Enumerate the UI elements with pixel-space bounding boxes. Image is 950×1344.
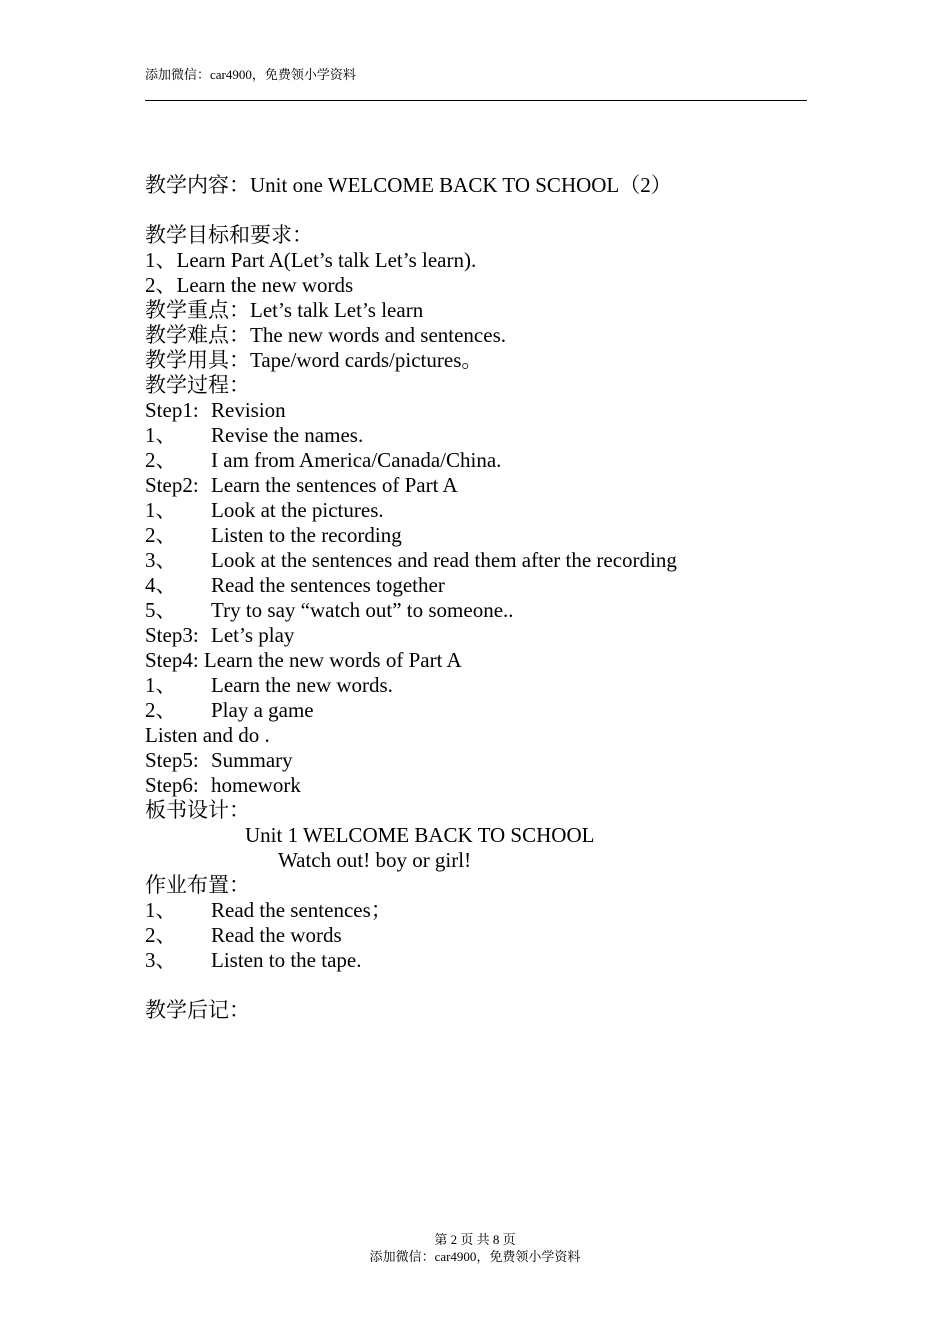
- list-text: Play a game: [211, 698, 314, 722]
- page-footer: 添加微信：car4900，免费领小学资料: [369, 1249, 581, 1264]
- step-label: Step6:: [145, 773, 199, 797]
- list-item: [145, 448, 845, 473]
- list-item: [145, 548, 845, 573]
- lesson-title: 教学内容：Unit one WELCOME BACK TO SCHOOL（2）: [145, 173, 672, 197]
- step-heading: [145, 398, 845, 423]
- board-line: Watch out! boy or girl!: [278, 848, 472, 872]
- list-item: [145, 923, 845, 948]
- list-text: I am from America/Canada/China.: [211, 448, 502, 472]
- step-text: Summary: [211, 748, 293, 772]
- spacer: [145, 973, 845, 998]
- list-text: Try to say “watch out” to someone..: [211, 598, 514, 622]
- list-item: [145, 598, 845, 623]
- list-number: 2、: [145, 923, 177, 947]
- step-heading: [145, 623, 845, 648]
- list-number: 1、: [145, 673, 177, 697]
- list-number: 1、: [145, 498, 177, 522]
- step-heading: Step4: Learn the new words of Part A: [145, 648, 462, 672]
- list-text: Read the sentences together: [211, 573, 445, 597]
- list-item: [145, 498, 845, 523]
- list-number: 2、: [145, 523, 177, 547]
- list-text: Read the sentences；: [211, 898, 392, 922]
- homework-heading: 作业布置：: [145, 873, 250, 897]
- step-label: Step1:: [145, 398, 199, 422]
- step-text: Learn the sentences of Part A: [211, 473, 458, 497]
- difficulties: 教学难点：The new words and sentences.: [145, 323, 506, 347]
- step-heading: [145, 748, 845, 773]
- listen-and-do: Listen and do .: [145, 723, 270, 747]
- list-number: 2、: [145, 448, 177, 472]
- page-header: 添加微信：car4900，免费领小学资料: [145, 67, 356, 82]
- list-number: 3、: [145, 548, 177, 572]
- board-design-heading: 板书设计：: [145, 798, 250, 822]
- list-number: 5、: [145, 598, 177, 622]
- objective-item: 1、Learn Part A(Let’s talk Let’s learn).: [145, 248, 477, 272]
- list-item: [145, 948, 845, 973]
- spacer: [145, 198, 845, 223]
- step-heading: [145, 773, 845, 798]
- teaching-notes-heading: 教学后记：: [145, 998, 250, 1022]
- list-text: Revise the names.: [211, 423, 364, 447]
- step-text: homework: [211, 773, 301, 797]
- header-divider: [145, 100, 807, 101]
- process-heading: 教学过程：: [145, 373, 250, 397]
- key-points: 教学重点：Let’s talk Let’s learn: [145, 298, 424, 322]
- objective-item: 2、Learn the new words: [145, 273, 354, 297]
- list-text: Look at the sentences and read them after the recording: [211, 548, 677, 572]
- list-item: [145, 898, 845, 923]
- document-body: [145, 173, 845, 1023]
- list-item: [145, 523, 845, 548]
- step-heading: [145, 473, 845, 498]
- list-item: [145, 573, 845, 598]
- list-number: 1、: [145, 898, 177, 922]
- list-item: [145, 423, 845, 448]
- board-line: Unit 1 WELCOME BACK TO SCHOOL: [245, 823, 595, 847]
- list-number: 3、: [145, 948, 177, 972]
- teaching-tools: 教学用具：Tape/word cards/pictures。: [145, 348, 483, 372]
- page-number: 第 2 页 共 8 页: [434, 1232, 516, 1247]
- step-label: Step5:: [145, 748, 199, 772]
- list-text: Look at the pictures.: [211, 498, 384, 522]
- objectives-heading: 教学目标和要求：: [145, 223, 313, 247]
- list-text: Listen to the recording: [211, 523, 402, 547]
- step-text: Revision: [211, 398, 286, 422]
- list-text: Read the words: [211, 923, 342, 947]
- list-item: [145, 673, 845, 698]
- step-label: Step2:: [145, 473, 199, 497]
- list-text: Listen to the tape.: [211, 948, 362, 972]
- list-item: [145, 698, 845, 723]
- list-number: 4、: [145, 573, 177, 597]
- list-text: Learn the new words.: [211, 673, 393, 697]
- list-number: 2、: [145, 698, 177, 722]
- list-number: 1、: [145, 423, 177, 447]
- step-text: Let’s play: [211, 623, 295, 647]
- step-label: Step3:: [145, 623, 199, 647]
